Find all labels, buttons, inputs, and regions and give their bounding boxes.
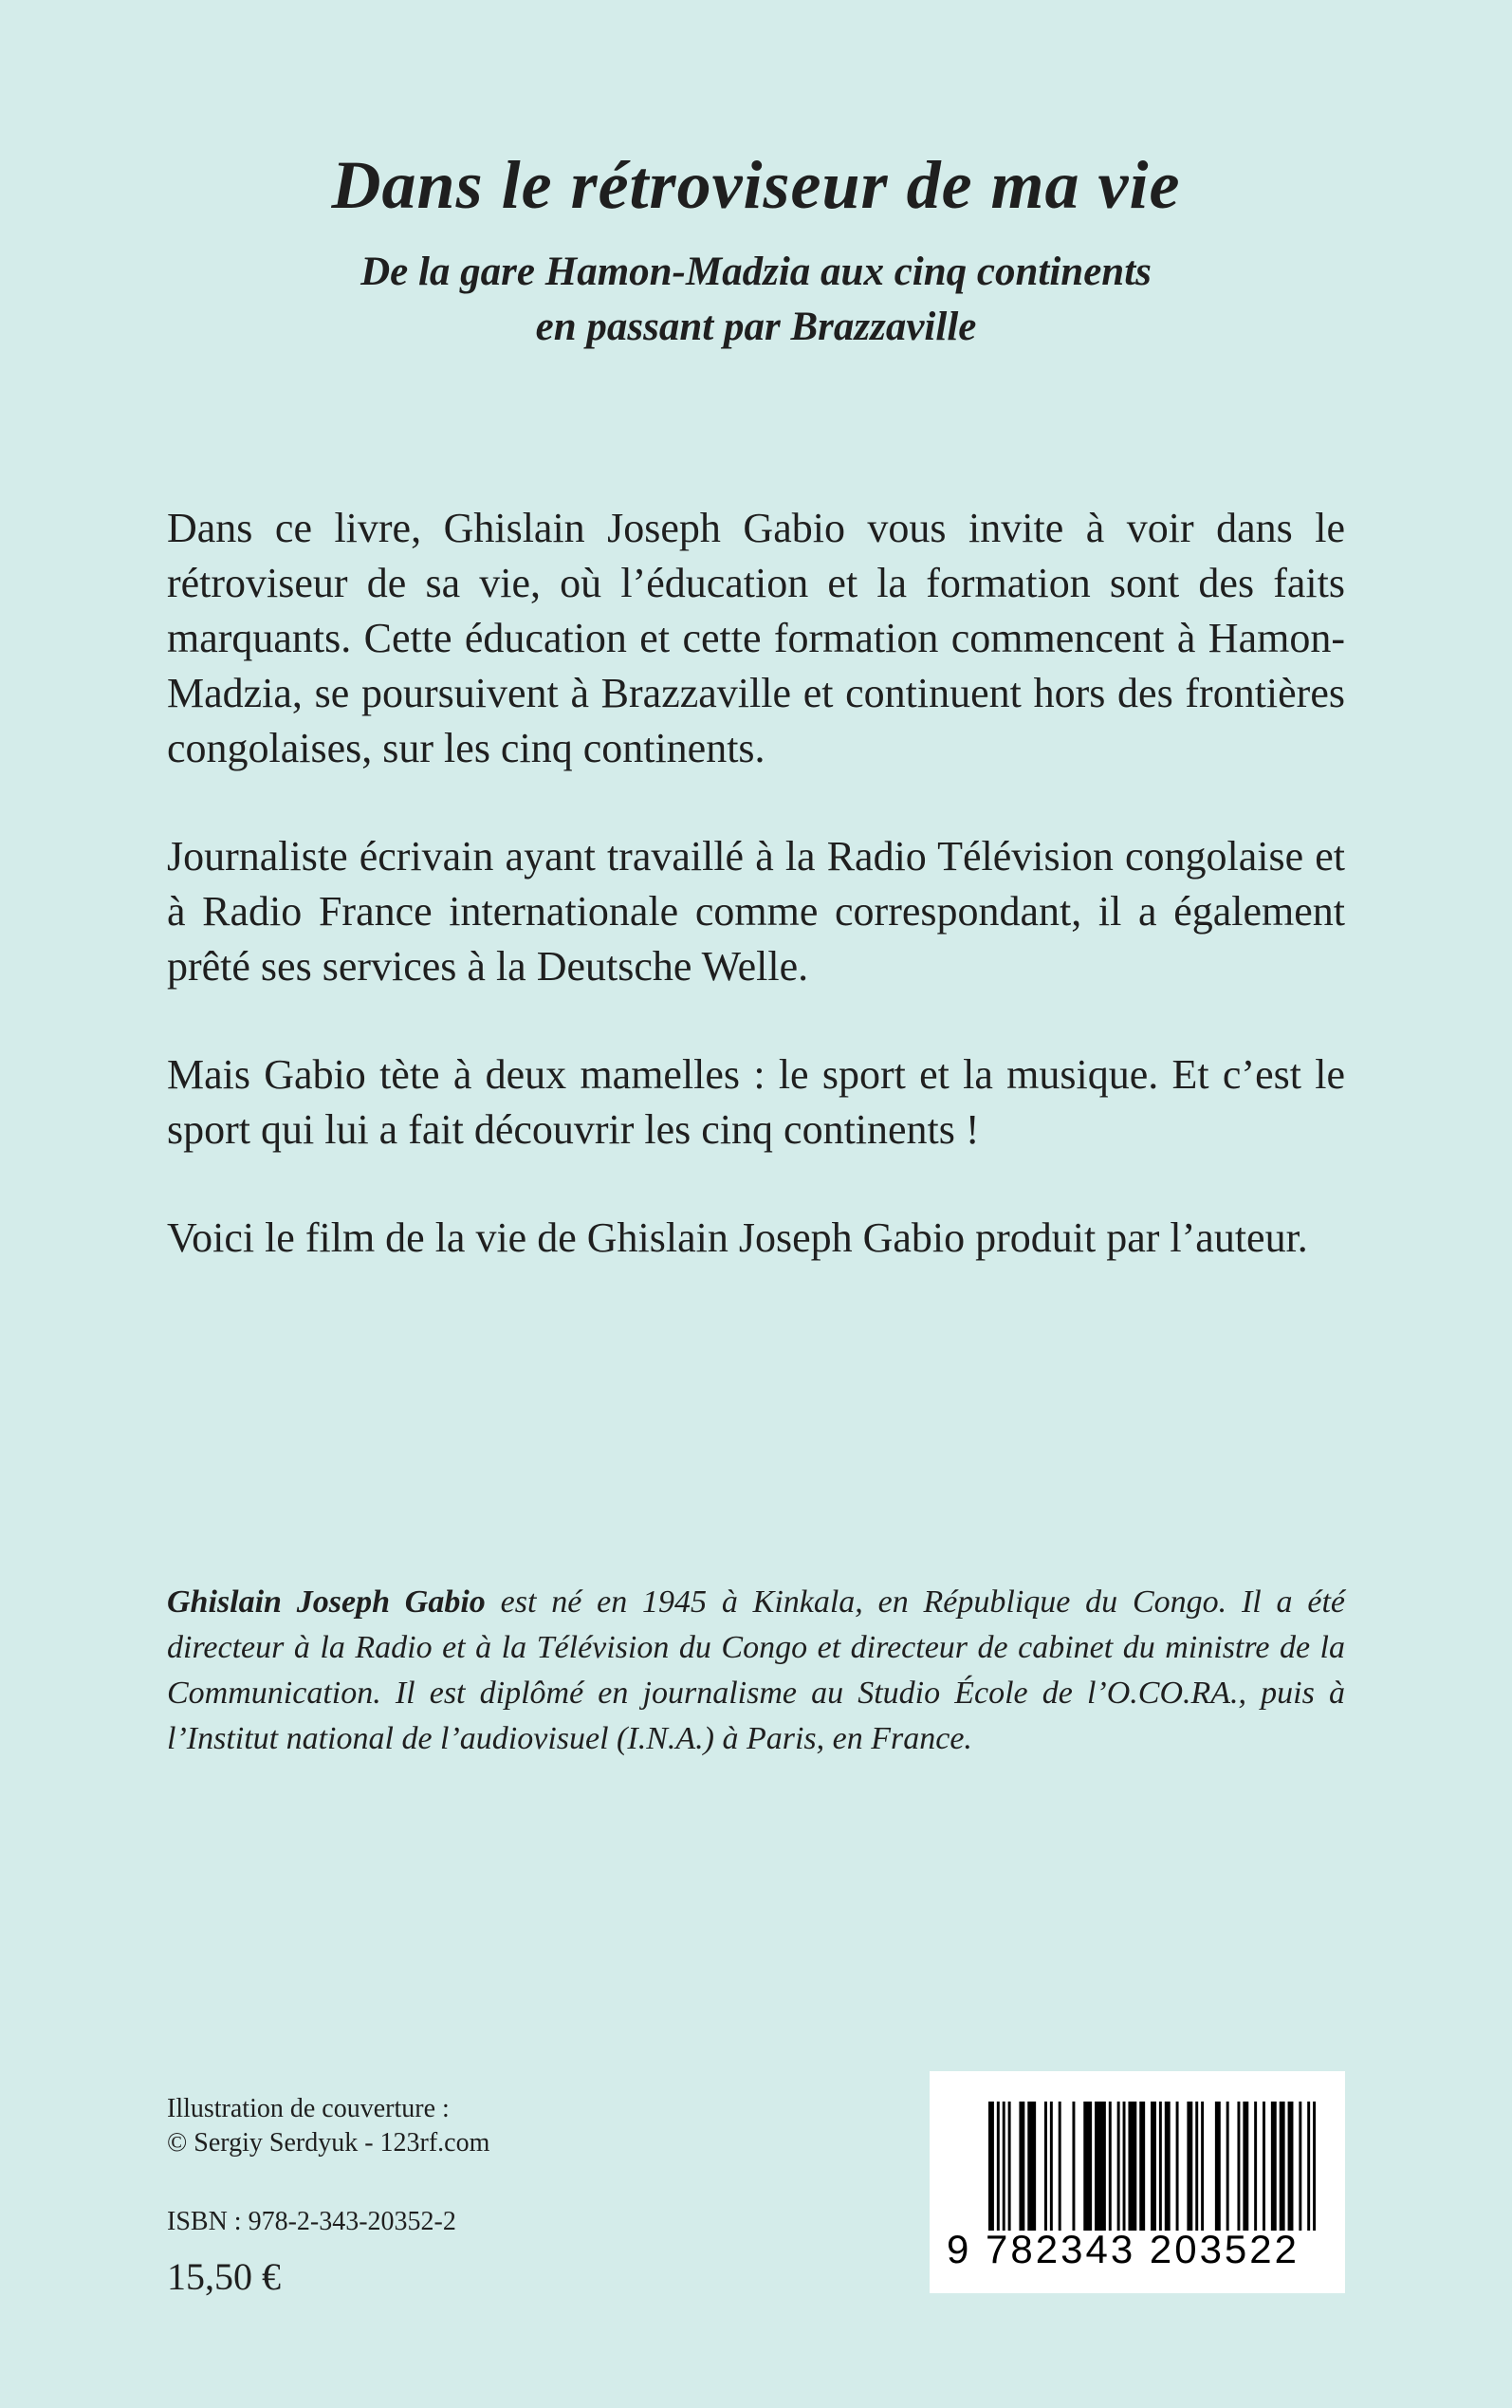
book-subtitle: [0, 245, 1512, 355]
blurb-paragraph-3: Mais Gabio tète à deux mamelles : le sport et la musique. Et c’est le sport qui lui a fait découvrir les cinq continents !: [167, 1051, 1345, 1153]
barcode-bar: [1027, 2102, 1036, 2231]
barcode-bar: [997, 2102, 1000, 2231]
author-bio-text: est né en 1945 à Kinkala, en République du Congo. Il a été directeur à la Radio et à la Télévision du Congo et directeur de cabinet du ministre de la Communication. Il est diplômé en journalisme au Studio École de l’O.CO.RA., puis à l’Institut national de l’audiovisuel (I.N.A.) à Paris, en France.: [167, 1584, 1345, 1756]
barcode-bar: [1288, 2102, 1294, 2231]
barcode-bar: [1083, 2102, 1092, 2231]
blurb-paragraph-4: Voici le film de la vie de Ghislain Joseph Gabio produit par l’auteur.: [167, 1214, 1308, 1261]
barcode-bar: [1019, 2102, 1024, 2231]
barcode-bar: [1117, 2102, 1120, 2231]
barcode-bar: [1271, 2102, 1277, 2231]
barcode-bar: [1128, 2102, 1136, 2231]
blurb-paragraph-1: Dans ce livre, Ghislain Joseph Gabio vous invite à voir dans le rétroviseur de sa vie, où l’éducation et la formation sont des faits marquants. Cette éducation et cette formation commencent à Hamon-Madzia, se poursuivent à Brazzaville et continuent hors des frontières congolaises, sur les cinq continents.: [167, 505, 1345, 771]
barcode-bar: [988, 2102, 994, 2231]
price: 15,50 €: [167, 2255, 281, 2298]
barcode-bar: [1280, 2102, 1285, 2231]
barcode: [930, 2071, 1345, 2293]
isbn: ISBN : 978-2-343-20352-2: [167, 2207, 456, 2236]
barcode-bar: [1123, 2102, 1126, 2231]
barcode-bar: [1187, 2102, 1192, 2231]
blurb: [167, 501, 1345, 1319]
barcode-bar: [1072, 2102, 1075, 2231]
author-name: Ghislain Joseph Gabio: [167, 1584, 486, 1620]
barcode-bar: [1095, 2102, 1106, 2231]
subtitle-line-1: De la gare Hamon-Madzia aux cinq continents: [360, 250, 1152, 294]
barcode-bar: [1008, 2102, 1011, 2231]
barcode-bar: [1299, 2102, 1301, 2231]
barcode-bar: [1215, 2102, 1221, 2231]
barcode-bar: [1139, 2102, 1145, 2231]
barcode-bar: [1307, 2102, 1310, 2231]
barcode-bar: [1226, 2102, 1229, 2231]
barcode-bar: [1263, 2102, 1265, 2231]
barcode-bar: [1195, 2102, 1198, 2231]
barcode-bar: [1176, 2102, 1179, 2231]
barcode-bar: [1243, 2102, 1248, 2231]
barcode-bar: [1151, 2102, 1156, 2231]
barcode-bar: [1201, 2102, 1204, 2231]
barcode-bar: [1050, 2102, 1053, 2231]
cover-credit-label: Illustration de couverture :: [167, 2094, 450, 2123]
barcode-bar: [1044, 2102, 1047, 2231]
cover-credit-source: © Sergiy Serdyuk - 123rf.com: [167, 2128, 490, 2158]
barcode-bar: [1165, 2102, 1171, 2231]
cover-credits: [167, 2092, 489, 2160]
barcode-bar: [1109, 2102, 1112, 2231]
barcode-bar: [1313, 2102, 1316, 2231]
barcode-digits: 9 782343 203522: [947, 2227, 1300, 2271]
author-bio: [167, 1580, 1345, 1762]
blurb-paragraph-2: Journaliste écrivain ayant travaillé à la Radio Télévision congolaise et à Radio France internationale comme correspondant, il a également prêté ses services à la Deutsche Welle.: [167, 833, 1345, 990]
barcode-bar: [1003, 2102, 1005, 2231]
barcode-bar: [1059, 2102, 1061, 2231]
barcode-bar: [1237, 2102, 1240, 2231]
barcode-bar: [1159, 2102, 1162, 2231]
barcode-bar: [1254, 2102, 1257, 2231]
book-title: Dans le rétroviseur de ma vie: [331, 147, 1181, 223]
subtitle-line-2: en passant par Brazzaville: [535, 305, 977, 349]
